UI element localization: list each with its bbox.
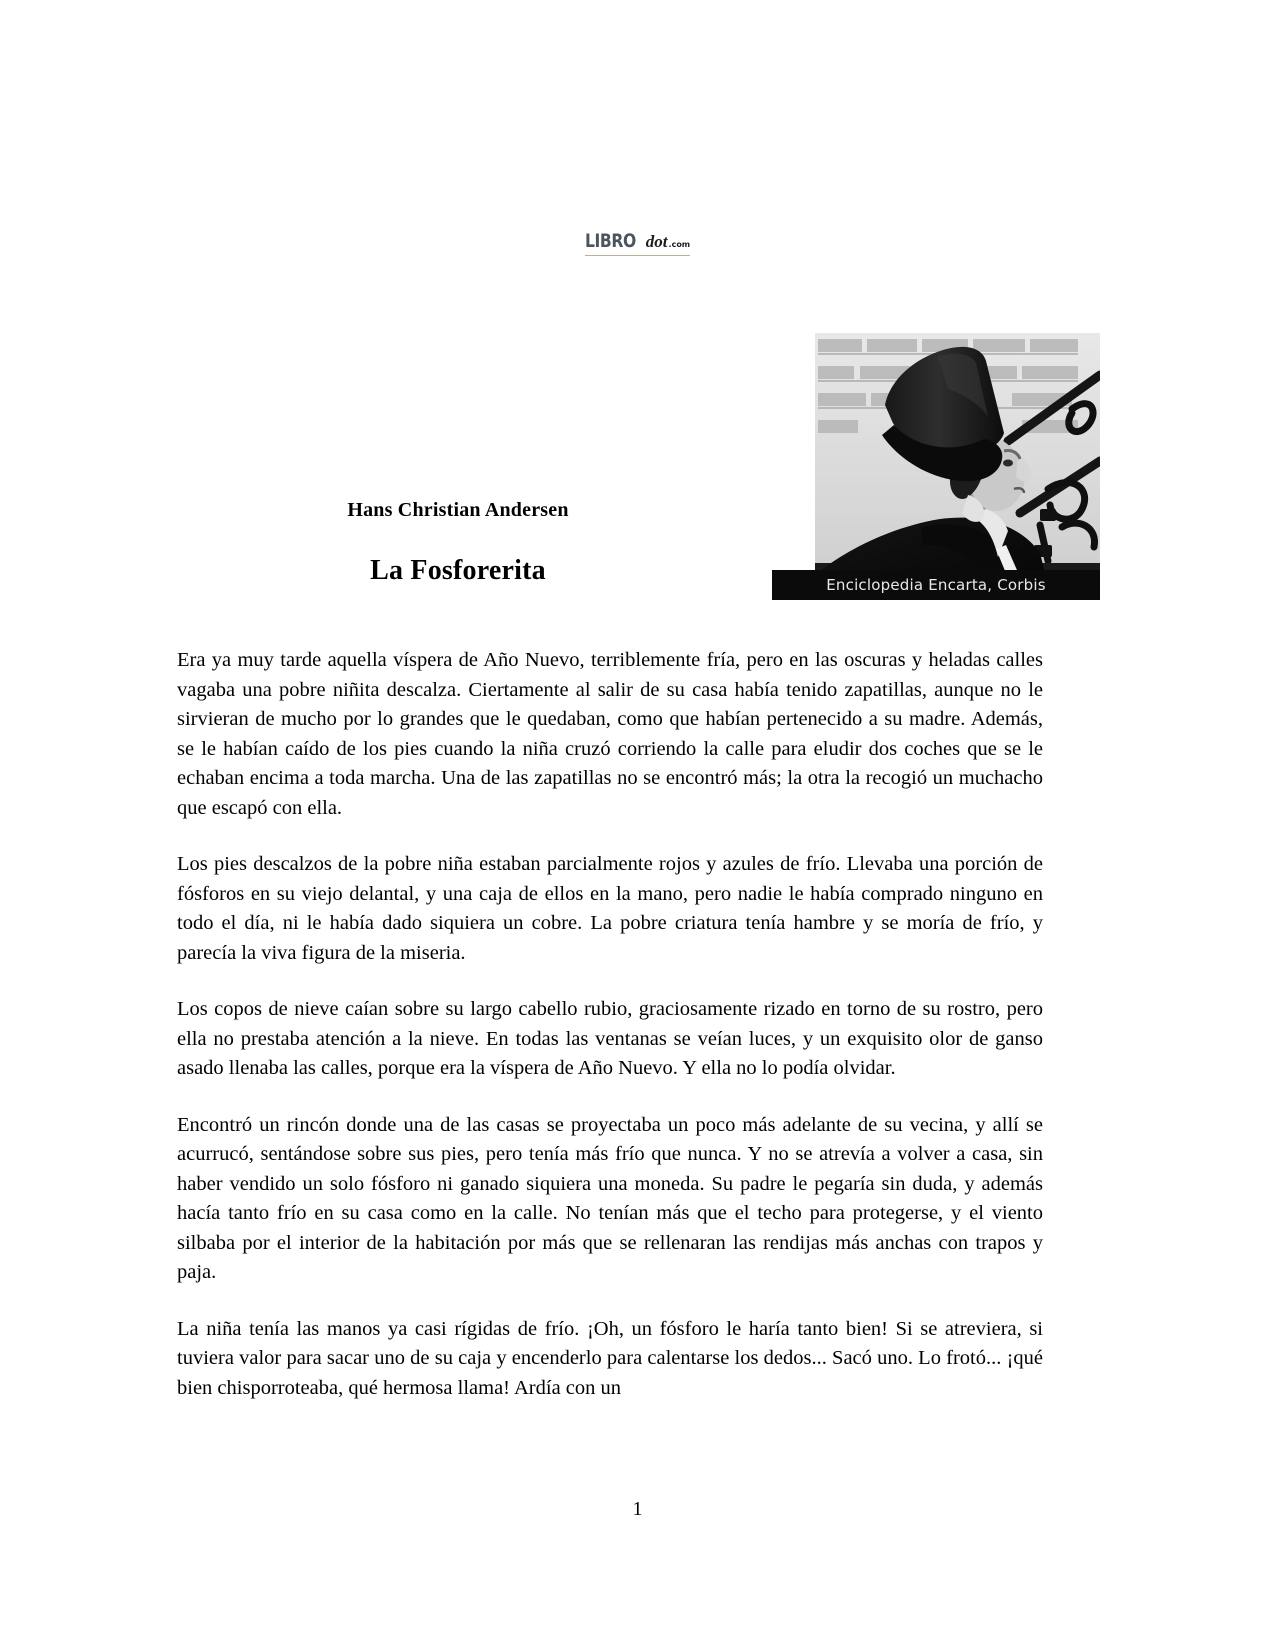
publisher-logo xyxy=(0,232,1275,256)
paragraph: Los pies descalzos de la pobre niña estaban parcialmente rojos y azules de frío. Llevaba una porción de fósforos en su viejo delantal, y una caja de ellos en la mano, pero nadie le había comprado ninguno en todo el día, ni le había dado siquiera un cobre. La pobre criatura tenía hambre y se moría de frío, y parecía la viva figura de la miseria. xyxy=(177,853,1043,964)
logo-text-dot: dot xyxy=(645,232,668,251)
author-name: Hans Christian Andersen xyxy=(347,499,569,521)
paragraph: Encontró un rincón donde una de las casas se proyectaba un poco más adelante de su vecina, y allí se acurrucó, sentándose sobre sus pies, pero tenía más frío que nunca. Y no se atrevía a volver a casa, sin haber vendido un solo fósforo ni ganado siquiera una moneda. Su padre le pegaría sin duda, y además hacía tanto frío en su casa como en la calle. No tenían más que el techo para protegerse, y el viento silbaba por el interior de la habitación por más que se rellenaran las rendijas más anchas con trapos y paja. xyxy=(177,1113,1043,1283)
logo-text-libro: LIBRO xyxy=(584,230,636,252)
librodot-logo-mark xyxy=(585,232,690,256)
portrait-caption: Enciclopedia Encarta, Corbis xyxy=(772,570,1100,600)
portrait-illustration xyxy=(772,313,1100,600)
page-title: La Fosforerita xyxy=(370,555,546,586)
logo-text-com: .com xyxy=(668,240,691,249)
page-number: 1 xyxy=(632,1498,643,1520)
author-portrait-photo xyxy=(772,313,1100,600)
story-body xyxy=(177,646,1043,1403)
paragraph: La niña tenía las manos ya casi rígidas de frío. ¡Oh, un fósforo le haría tanto bien! Si se atreviera, si tuviera valor para sacar uno de su caja y encenderlo para calentarse los dedos... Sacó uno. Lo frotó... ¡qué bien chisporroteaba, qué hermosa llama! Ardía con un xyxy=(177,1317,1043,1399)
paragraph: Los copos de nieve caían sobre su largo cabello rubio, graciosamente rizado en torno de su rostro, pero ella no prestaba atención a la nieve. En todas las ventanas se veían luces, y un exquisito olor de ganso asado llenaba las calles, porque era la víspera de Año Nuevo. Y ella no lo podía olvidar. xyxy=(177,998,1043,1079)
paragraph: Era ya muy tarde aquella víspera de Año Nuevo, terriblemente fría, pero en las oscuras y heladas calles vagaba una pobre niñita descalza. Ciertamente al salir de su casa había tenido zapatillas, aunque no le sirvieran de mucho por lo grandes que le quedaban, como que habían pertenecido a su madre. Además, se le habían caído de los pies cuando la niña cruzó corriendo la calle para eludir dos coches que se le echaban encima a toda marcha. Una de las zapatillas no se encontró más; la otra la recogió un muchacho que escapó con ella. xyxy=(177,649,1043,819)
